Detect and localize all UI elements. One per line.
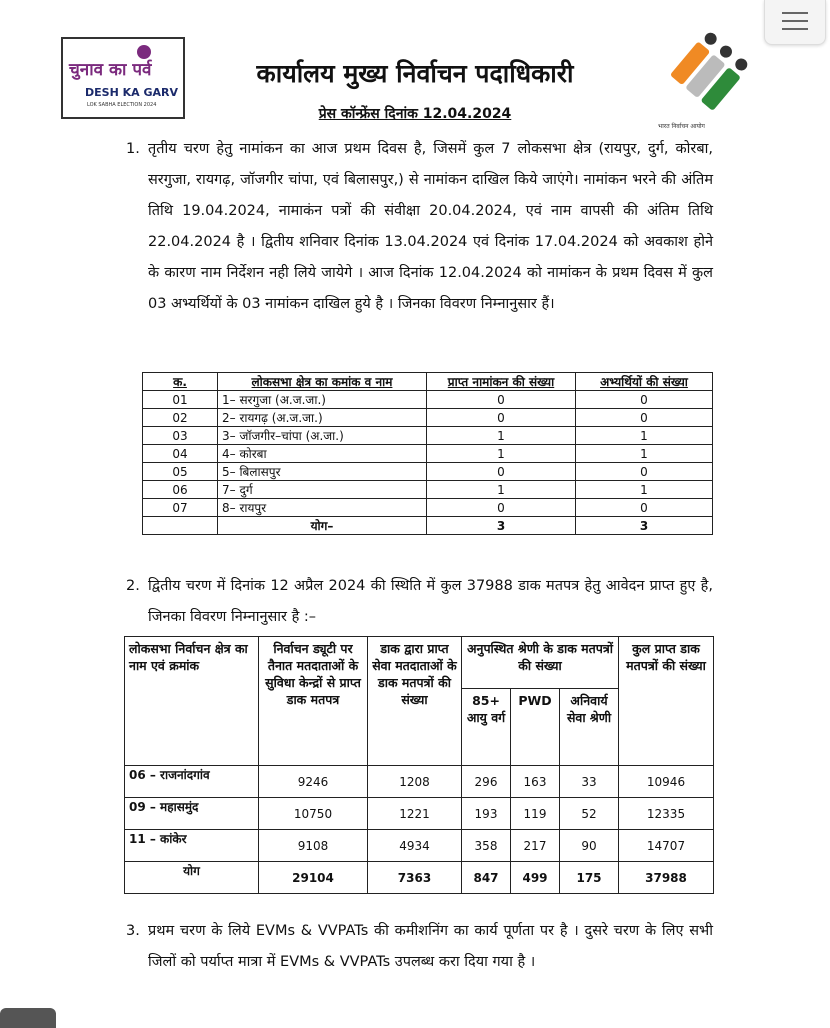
postal-ballot-table: [124, 636, 714, 894]
col-candidates: अभ्यर्थियों की संख्या: [576, 373, 713, 391]
point-2-number: 2.: [126, 578, 140, 594]
table-row: 04 4– कोरबा 1 1: [143, 445, 713, 463]
hamburger-line: [782, 12, 808, 14]
page-title: कार्यालय मुख्य निर्वाचन पदाधिकारी: [256, 59, 574, 88]
point-1-text: तृतीय चरण हेतु नामांकन का आज प्रथम दिवस है, जिसमें कुल 7 लोकसभा क्षेत्र (रायपुर, दुर्ग, कोरबा, सरगुजा, रायगढ़, जॉजगीर चांपा, एवं बिलासपुर,) से नामांकन दाखिल किये जाएंगे। नामांकन भरने की अंतिम तिथि 19.04.2024, नामाकंन पत्रों की संवीक्षा 20.04.2024, एवं नाम वापसी की अंतिम तिथि 22.04.2024 है । द्वितीय शनिवार दिनांक 13.04.2024 एवं दिनांक 17.04.2024 को अवकाश होने के कारण नाम निर्देशन नही लिये जायेगे । आज दिनांक 12.04.2024 को नामांकन के प्रथम दिवस में कुल 03 अभ्यर्थियों के 03 नामांकन दाखिल हुये है । जिनका विवरण निम्नानुसार हैं।: [148, 141, 713, 312]
table-row: 01 1– सरगुजा (अ.ज.जा.) 0 0: [143, 391, 713, 409]
total-row: योग– 3 3: [143, 517, 713, 535]
table-row: 11 – कांकेर 9108 4934 358 217 90 14707: [125, 830, 714, 862]
col-absentee: अनुपस्थित श्रेणी के डाक मतपत्रों की संख्या: [462, 637, 619, 689]
total-row: योग 29104 7363 847 499 175 37988: [125, 862, 714, 894]
point-3-text: प्रथम चरण के लिये EVMs & VVPATs की कमीशनिंग का कार्य पूर्णता पर है । दुसरे चरण के लिए सभी जिलों को पर्याप्त मात्रा में EVMs & VVPATs उपलब्ध करा दिया गया है ।: [148, 923, 713, 970]
col-pwd: PWD: [511, 689, 560, 766]
table-row: 03 3– जॉजगीर–चांपा (अ.जा.) 1 1: [143, 427, 713, 445]
col-essential: अनिवार्य सेवा श्रेणी: [560, 689, 619, 766]
col-85plus: 85+ आयु वर्ग: [462, 689, 511, 766]
col-nominations: प्राप्त नामांकन की संख्या: [427, 373, 576, 391]
logo-line2: DESH KA GARV: [85, 86, 178, 99]
table-row: 05 5– बिलासपुर 0 0: [143, 463, 713, 481]
col-service-ballots: डाक द्वारा प्राप्त सेवा मतदाताओं के डाक मतपत्रों की संख्या: [368, 637, 462, 766]
eci-logo-icon: [656, 30, 764, 130]
page-subtitle: प्रेस कॉन्फ्रेंस दिनांक 12.04.2024: [318, 106, 512, 122]
logo-line3: LOK SABHA ELECTION 2024: [87, 102, 157, 108]
point-3-number: 3.: [126, 923, 140, 939]
nomination-table: [142, 372, 713, 535]
point-2-text: द्वितीय चरण में दिनांक 12 अप्रैल 2024 की स्थिति में कुल 37988 डाक मतपत्र हेतु आवेदन प्राप्त हुए है, जिनका विवरण निम्नानुसार है :–: [148, 578, 713, 625]
hamburger-line: [782, 28, 808, 30]
col-constituency: लोकसभा क्षेत्र का कमांक व नाम: [218, 373, 427, 391]
page-indicator-tab[interactable]: [0, 1008, 56, 1028]
col-constituency: लोकसभा निर्वाचन क्षेत्र का नाम एवं क्रमांक: [125, 637, 259, 766]
col-serial: क.: [143, 373, 218, 391]
table-row: 07 8– रायपुर 0 0: [143, 499, 713, 517]
logo-line1: चुनाव का पर्व: [69, 60, 152, 80]
table-row: 02 2– रायगढ़ (अ.ज.जा.) 0 0: [143, 409, 713, 427]
col-duty-ballots: निर्वाचन ड्यूटी पर तैनात मतदाताओं के सुविधा केन्द्रों से प्राप्त डाक मतपत्र: [259, 637, 368, 766]
table-row: 06 7– दुर्ग 1 1: [143, 481, 713, 499]
hamburger-line: [782, 20, 808, 22]
col-total-ballots: कुल प्राप्त डाक मतपत्रों की संख्या: [619, 637, 714, 766]
table-row: 06 – राजनांदगांव 9246 1208 296 163 33 10946: [125, 766, 714, 798]
menu-button[interactable]: [764, 0, 826, 45]
table-row: 09 – महासमुंद 10750 1221 193 119 52 12335: [125, 798, 714, 830]
eci-logo-text: भारत निर्वाचन आयोग: [658, 123, 705, 130]
point-1-number: 1.: [126, 141, 140, 157]
